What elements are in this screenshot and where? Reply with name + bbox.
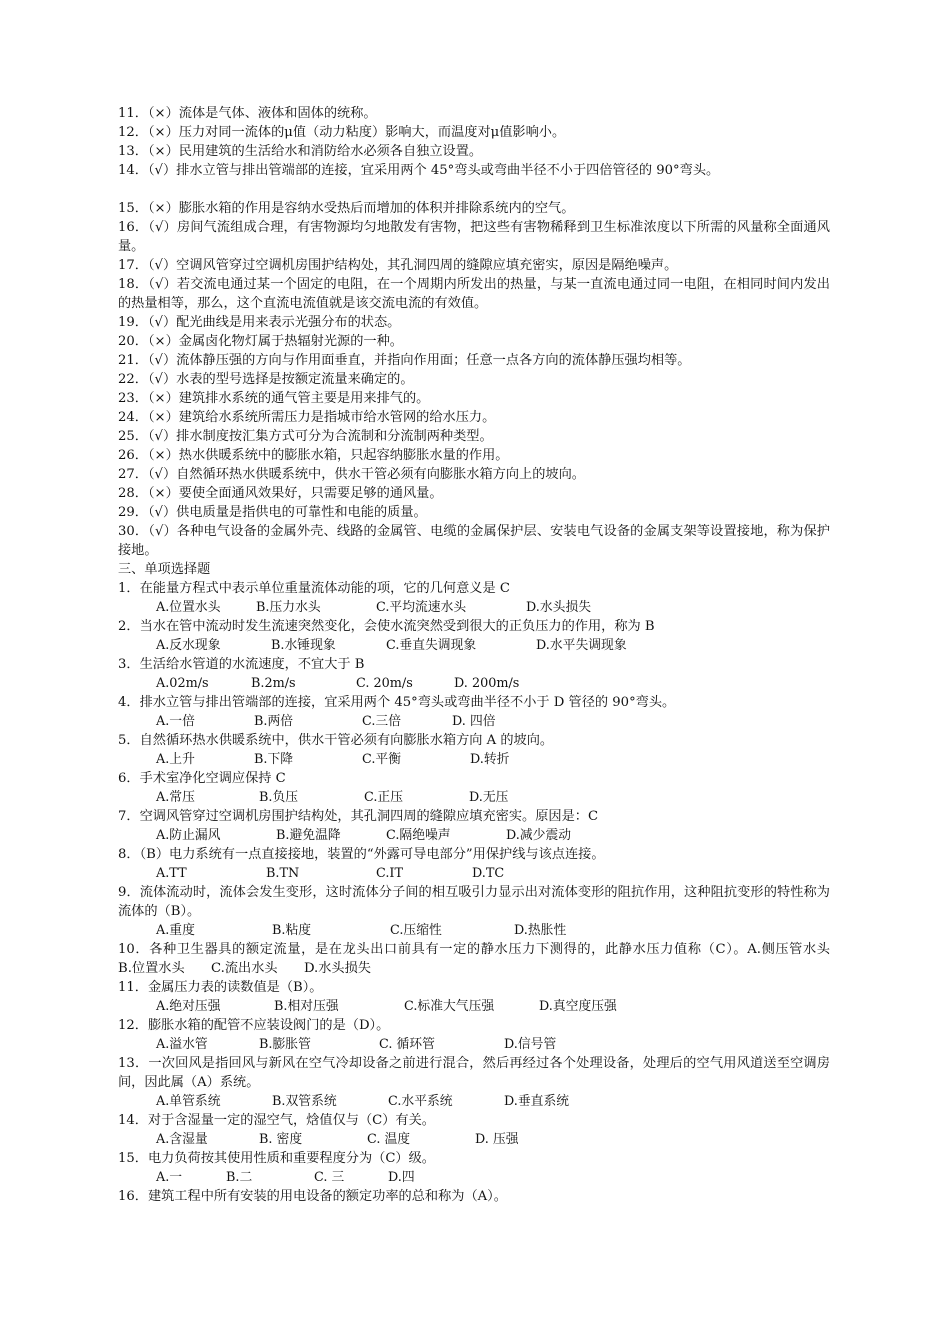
option-d: D.转折 [470,752,510,767]
option-a: A.单管系统 [156,1094,221,1109]
option-c: C.隔绝噪声 [386,828,451,843]
option-c: C.平均流速水头 [376,600,467,615]
tf-item-26: 26．（×）热水供暖系统中的膨胀水箱，只起容纳膨胀水量的作用。 [118,448,509,463]
mc-options-12 [118,1035,830,1054]
mc-options-8 [118,864,830,883]
option-b: B.两倍 [254,714,294,729]
option-a: A.反水现象 [156,638,221,653]
option-d: D.真空度压强 [539,999,617,1014]
mc-options-3 [118,674,830,693]
option-a: A.重度 [156,923,195,938]
option-c: C.平衡 [362,752,401,767]
tf-item-22: 22．（√）水表的型号选择是按额定流量来确定的。 [118,372,414,387]
mc-options-7 [118,826,830,845]
option-b: B.相对压强 [274,999,339,1014]
mc-options-11 [118,997,830,1016]
tf-item-28: 28．（×）要使全面通风效果好，只需要足够的通风量。 [118,486,443,501]
mc-options-13 [118,1092,830,1111]
multiple-choice-section [118,579,857,1206]
option-b: B.膨胀管 [259,1037,311,1052]
mc-question-9: 9．流体流动时，流体会发生变形，这时流体分子间的相互吸引力显示出对流体变形的阻抗作用，这种阻抗变形的特性称为流体的（B）。 [118,885,830,919]
option-b: B.TN [266,866,300,881]
mc-question-16: 16．建筑工程中所有安装的用电设备的额定功率的总和称为（A）。 [118,1189,507,1204]
option-b: B.压力水头 [256,600,321,615]
mc-question-15: 15．电力负荷按其使用性质和重要程度分为（C）级。 [118,1151,435,1166]
option-a: A.含湿量 [156,1132,208,1147]
option-d: D. 压强 [475,1132,519,1147]
option-b: B.避免温降 [276,828,341,843]
mc-question-5: 5．自然循环热水供暖系统中，供水干管必须有向膨胀水箱方向 A 的坡向。 [118,733,554,748]
tf-item-18: 18．（√）若交流电通过某一个固定的电阻，在一个周期内所发出的热量，与某一直流电通过同一电阻，在相同时间内发出的热量相等，那么，这个直流电流值就是该交流电流的有效值。 [118,277,830,311]
option-c: C.正压 [364,790,403,805]
mc-question-8: 8．（B）电力系统有一点直接接地，装置的“外露可导电部分”用保护线与该点连接。 [118,847,605,862]
option-d: D. 200m/s [454,676,520,691]
tf-item-27: 27．（√）自然循环热水供暖系统中，供水干管必须有向膨胀水箱方向上的坡向。 [118,467,585,482]
mc-options-4 [118,712,830,731]
tf-item-21: 21．（√）流体静压强的方向与作用面垂直，并指向作用面；任意一点各方向的流体静压强均相等。 [118,353,691,368]
mc-question-3: 3．生活给水管道的水流速度，不宜大于 B [118,657,365,672]
mc-options-14 [118,1130,830,1149]
section-heading: 三、单项选择题 [118,562,211,577]
mc-question-11: 11．金属压力表的读数值是（B）。 [118,980,323,995]
tf-item-19: 19．（√）配光曲线是用来表示光强分布的状态。 [118,315,401,330]
tf-item-25: 25．（√）排水制度按汇集方式可分为合流制和分流制两种类型。 [118,429,493,444]
option-d: D.TC [472,866,505,881]
mc-options-15 [118,1168,830,1187]
tf-item-17: 17．（√）空调风管穿过空调机房围护结构处，其孔洞四周的缝隙应填充密实，原因是隔绝噪声。 [118,258,678,273]
option-d: D.热胀性 [514,923,567,938]
option-c: C.垂直失调现象 [386,638,477,653]
mc-options-2 [118,636,830,655]
option-a: A.绝对压强 [156,999,221,1014]
option-b: B. 密度 [259,1132,303,1147]
option-d: D. 四倍 [452,714,496,729]
option-d: D.垂直系统 [504,1094,570,1109]
option-d: D.水平失调现象 [536,638,627,653]
mc-question-13: 13．一次回风是指回风与新风在空气冷却设备之前进行混合，然后再经过各个处理设备，处理后的空气用风道送至空调房间，因此属（A）系统。 [118,1056,830,1090]
option-c: C. 循环管 [379,1037,435,1052]
option-a: A.TT [156,866,187,881]
option-a: A.溢水管 [156,1037,208,1052]
option-a: A.常压 [156,790,195,805]
option-c: C.三倍 [362,714,401,729]
tf-item-15: 15．（×）膨胀水箱的作用是容纳水受热后而增加的体积并排除系统内的空气。 [118,201,575,216]
tf-item-20: 20．（×）金属卤化物灯属于热辐射光源的一种。 [118,334,403,349]
option-c: C.标准大气压强 [404,999,495,1014]
document-body [118,104,857,1206]
mc-question-1: 1．在能量方程式中表示单位重量流体动能的项，它的几何意义是 C [118,581,510,596]
tf-item-11: 11．（×）流体是气体、液体和固体的统称。 [118,106,377,121]
mc-question-7: 7．空调风管穿过空调机房围护结构处，其孔洞四周的缝隙应填充密实。原因是：C [118,809,599,824]
mc-options-9 [118,921,830,940]
option-b: B.负压 [259,790,299,805]
option-a: A.一倍 [156,714,195,729]
option-b: B.二 [226,1170,253,1185]
mc-question-12: 12．膨胀水箱的配管不应装设阀门的是（D）。 [118,1018,390,1033]
tf-item-24: 24．（×）建筑给水系统所需压力是指城市给水管网的给水压力。 [118,410,496,425]
option-b: B.水锤现象 [271,638,336,653]
option-a: A.02m/s [156,676,209,691]
option-d: D.四 [388,1170,415,1185]
tf-item-13: 13．（×）民用建筑的生活给水和消防给水必须各自独立设置。 [118,144,483,159]
tf-item-12: 12．（×）压力对同一流体的μ值（动力粘度）影响大，而温度对μ值影响小。 [118,125,566,140]
option-c: C.压缩性 [390,923,442,938]
tf-item-14: 14．（√）排水立管与排出管端部的连接，宜采用两个 45°弯头或弯曲半径不小于四倍管径的 90°弯头。 [118,163,720,178]
option-b: B.粘度 [272,923,312,938]
tf-item-30: 30．（√）各种电气设备的金属外壳、线路的金属管、电缆的金属保护层、安装电气设备的金属支架等设置接地，称为保护接地。 [118,524,830,558]
mc-options-1 [118,598,830,617]
mc-question-4: 4．排水立管与排出管端部的连接，宜采用两个 45°弯头或弯曲半径不小于 D 管径的 90°弯头。 [118,695,676,710]
option-b: B.下降 [254,752,294,767]
mc-question-10: 10．各种卫生器具的额定流量，是在龙头出口前具有一定的静水压力下测得的，此静水压力值称（C）。A.侧压管水头 B.位置水头 C.流出水头 D.水头损失 [118,942,857,976]
tf-item-23: 23．（×）建筑排水系统的通气管主要是用来排气的。 [118,391,430,406]
mc-question-6: 6．手术室净化空调应保持 C [118,771,286,786]
option-c: C.IT [376,866,403,881]
mc-options-5 [118,750,830,769]
mc-question-14: 14．对于含湿量一定的湿空气，焓值仅与（C）有关。 [118,1113,435,1128]
true-false-section [118,104,830,560]
option-d: D.信号管 [504,1037,557,1052]
mc-question-2: 2．当水在管中流动时发生流速突然变化，会使水流突然受到很大的正负压力的作用，称为 B [118,619,655,634]
option-c: C. 温度 [367,1132,411,1147]
option-a: A.防止漏风 [156,828,221,843]
option-d: D.无压 [469,790,509,805]
option-c: C. 20m/s [356,676,413,691]
option-d: D.水头损失 [526,600,592,615]
tf-item-29: 29．（√）供电质量是指供电的可靠性和电能的质量。 [118,505,427,520]
mc-options-6 [118,788,830,807]
option-b: B.双管系统 [272,1094,337,1109]
option-d: D.减少震动 [506,828,572,843]
option-b: B.2m/s [251,676,296,691]
option-a: A.一 [156,1170,183,1185]
option-a: A.位置水头 [156,600,221,615]
tf-item-16: 16．（√）房间气流组成合理，有害物源均匀地散发有害物，把这些有害物稀释到卫生标准浓度以下所需的风量称全面通风量。 [118,220,830,254]
option-a: A.上升 [156,752,195,767]
option-c: C.水平系统 [388,1094,453,1109]
option-c: C. 三 [314,1170,345,1185]
